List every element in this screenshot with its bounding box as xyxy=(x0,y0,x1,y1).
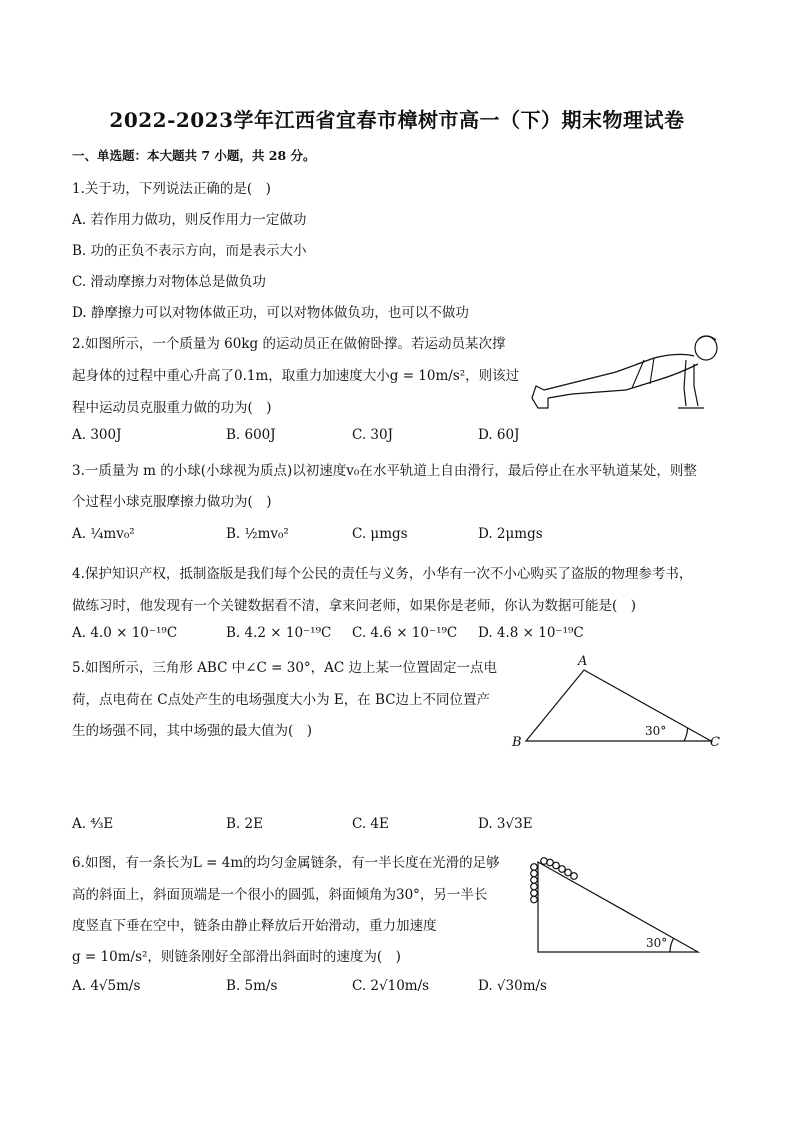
q1-stem: 1.关于功，下列说法正确的是( ) xyxy=(72,181,271,197)
pushup-figure xyxy=(528,328,724,414)
q5-option-d: D. 3√3E xyxy=(478,816,533,832)
incline-angle-label: 30° xyxy=(646,936,668,950)
q3-option-d: D. 2μmgs xyxy=(478,526,543,542)
q5-stem-line2: 荷，点电荷在 C点处产生的电场强度大小为 E，在 BC边上不同位置产 xyxy=(72,692,491,708)
q1-option-d: D. 静摩擦力可以对物体做正功，可以对物体做负功，也可以不做功 xyxy=(72,305,469,321)
q6-option-b: B. 5m/s xyxy=(226,978,278,994)
triangle-abc-figure xyxy=(508,650,728,756)
vertex-a-label: A xyxy=(578,654,588,669)
q5-stem-line3: 生的场强不同，其中场强的最大值为( ) xyxy=(72,723,313,739)
q3-option-a: A. ¼mv₀² xyxy=(72,526,135,542)
incline-chain-figure xyxy=(522,850,704,960)
q5-option-a: A. ⁴⁄₃E xyxy=(72,816,114,832)
angle-c-arc xyxy=(684,728,688,741)
athlete-back xyxy=(544,354,694,390)
vertex-c-label: C xyxy=(710,735,720,750)
q6-stem-line1: 6.如图，有一条长为L = 4m的均匀金属链条，有一半长度在光滑的足够 xyxy=(72,855,500,871)
chain-hanging xyxy=(531,864,538,903)
q3-option-b: B. ½mv₀² xyxy=(226,526,289,542)
q2-stem-line2: 起身体的过程中重心升高了0.1m，取重力加速度大小g = 10m/s²，则该过 xyxy=(72,368,520,384)
q3-stem-line1: 3.一质量为 m 的小球(小球视为质点)以初速度v₀在水平轨道上自由滑行，最后停止在水平轨道某处，则整 xyxy=(72,463,697,479)
q5-option-b: B. 2E xyxy=(226,816,263,832)
q2-stem-line3: 程中运动员克服重力做的功为( ) xyxy=(72,400,272,416)
q1-option-a: A. 若作用力做功，则反作用力一定做功 xyxy=(72,212,307,228)
q4-stem-line2: 做练习时，他发现有一个关键数据看不清，拿来问老师，如果你是老师，你认为数据可能是( ) xyxy=(72,598,637,614)
q2-option-b: B. 600J xyxy=(226,427,276,443)
page-title: 2022-2023学年江西省宜春市樟树市高一（下）期末物理试卷 xyxy=(109,108,685,132)
incline-angle-arc xyxy=(670,938,674,952)
q1-option-b: B. 功的正负不表示方向，而是表示大小 xyxy=(72,243,307,259)
vertex-b-label: B xyxy=(512,735,522,750)
q4-option-b: B. 4.2 × 10⁻¹⁹C xyxy=(226,625,332,641)
angle-c-label: 30° xyxy=(645,724,667,738)
q3-option-c: C. μmgs xyxy=(352,526,408,542)
q6-stem-line4: g = 10m/s²，则链条刚好全部滑出斜面时的速度为( ) xyxy=(72,949,401,965)
triangle-abc xyxy=(526,670,711,741)
q6-stem-line2: 高的斜面上，斜面顶端是一个很小的圆弧，斜面倾角为30°，另一半长 xyxy=(72,887,488,903)
q2-option-d: D. 60J xyxy=(478,427,520,443)
q6-option-d: D. √30m/s xyxy=(478,978,547,994)
chain-on-incline xyxy=(541,858,578,880)
q4-option-d: D. 4.8 × 10⁻¹⁹C xyxy=(478,625,584,641)
q3-stem-line2: 个过程小球克服摩擦力做功为( ) xyxy=(72,494,272,510)
q2-option-a: A. 300J xyxy=(72,427,122,443)
q6-option-a: A. 4√5m/s xyxy=(72,978,141,994)
q2-option-c: C. 30J xyxy=(352,427,394,443)
section-heading: 一、单选题：本大题共 7 小题，共 28 分。 xyxy=(72,148,316,163)
incline xyxy=(538,862,698,952)
q4-option-c: C. 4.6 × 10⁻¹⁹C xyxy=(352,625,458,641)
q4-option-a: A. 4.0 × 10⁻¹⁹C xyxy=(72,625,178,641)
q1-option-c: C. 滑动摩擦力对物体总是做负功 xyxy=(72,274,266,290)
q6-option-c: C. 2√10m/s xyxy=(352,978,430,994)
q4-stem-line1: 4.保护知识产权，抵制盗版是我们每个公民的责任与义务，小华有一次不小心购买了盗版的物理参考书， xyxy=(72,566,693,582)
q5-stem-line1: 5.如图所示，三角形 ABC 中∠C = 30°，AC 边上某一位置固定一点电 xyxy=(72,660,498,676)
q5-option-c: C. 4E xyxy=(352,816,389,832)
q2-stem-line1: 2.如图所示，一个质量为 60kg 的运动员正在做俯卧撑。若运动员某次撑 xyxy=(72,336,506,352)
q6-stem-line3: 度竖直下垂在空中，链条由静止释放后开始滑动，重力加速度 xyxy=(72,918,437,934)
